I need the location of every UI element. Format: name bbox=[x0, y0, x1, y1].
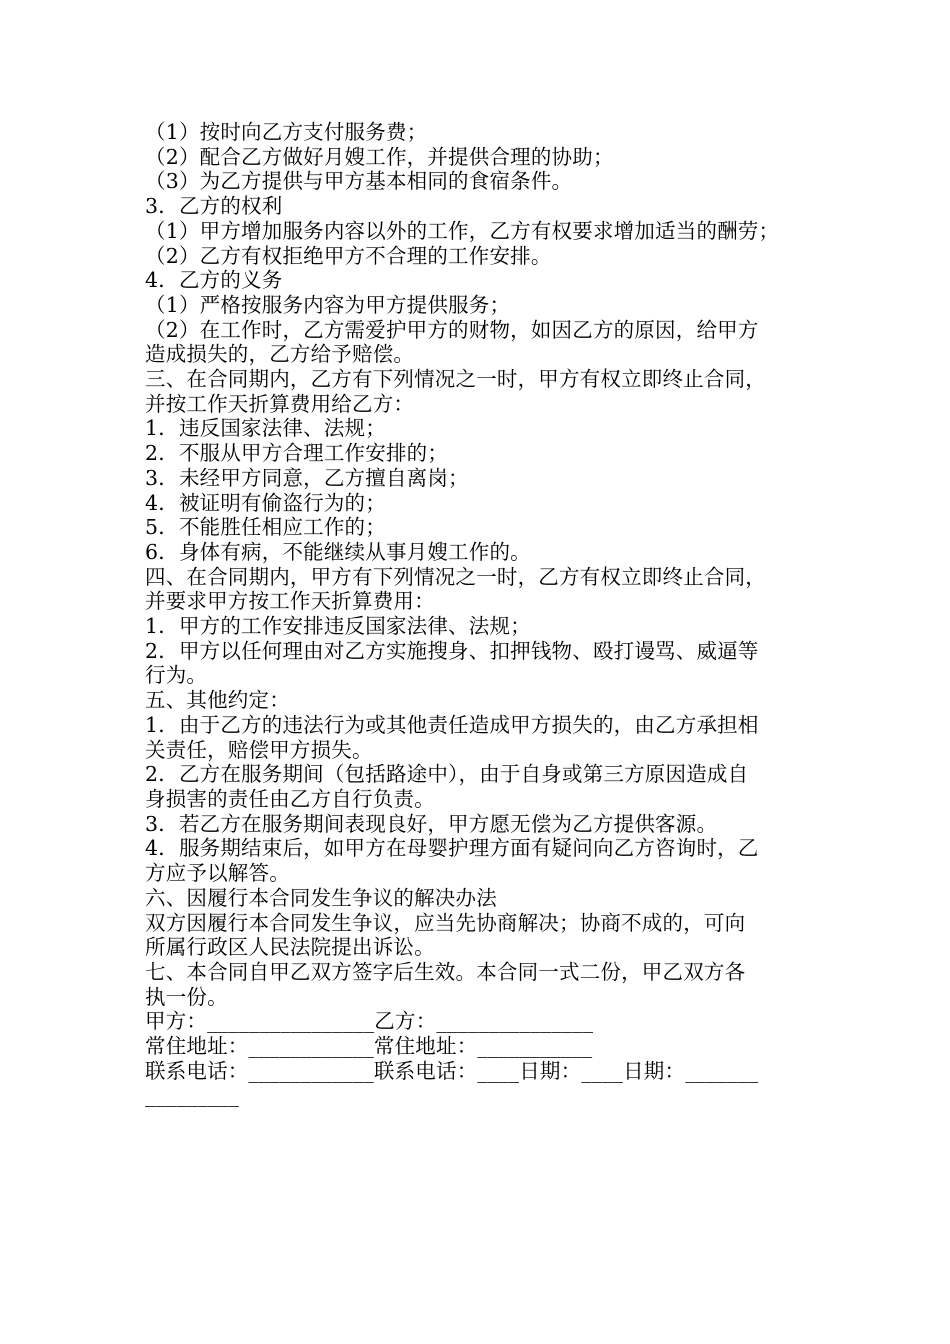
text-line: 6．身体有病，不能继续从事月嫂工作的。 bbox=[145, 539, 531, 564]
text-line: （1）按时向乙方支付服务费； bbox=[145, 120, 428, 144]
text-line: （1）甲方增加服务内容以外的工作，乙方有权要求增加适当的酬劳； bbox=[145, 218, 780, 243]
text-line: 双方因履行本合同发生争议，应当先协商解决；协商不成的，可向 bbox=[145, 910, 746, 935]
text-line: （3）为乙方提供与甲方基本相同的食宿条件。 bbox=[145, 169, 573, 194]
text-line: 身损害的责任由乙方自行负责。 bbox=[145, 786, 435, 811]
section-heading: 3．乙方的权利 bbox=[145, 194, 283, 219]
text-line: 1．违反国家法律、法规； bbox=[145, 416, 386, 441]
section-heading: 三、在合同期内，乙方有下列情况之一时，甲方有权立即终止合同， bbox=[145, 367, 766, 392]
section-heading: 六、因履行本合同发生争议的解决办法 bbox=[145, 885, 497, 910]
text-line: 所属行政区人民法院提出诉讼。 bbox=[145, 935, 435, 960]
text-line: （1）严格按服务内容为甲方提供服务； bbox=[145, 292, 511, 317]
text-line: （2）在工作时，乙方需爱护甲方的财物，如因乙方的原因，给甲方 bbox=[145, 317, 759, 342]
signature-line-phone-date: 联系电话：____________联系电话：____日期：____日期：_______ bbox=[145, 1058, 759, 1083]
text-line: 并按工作天折算费用给乙方： bbox=[145, 391, 415, 416]
text-line: （2）乙方有权拒绝甲方不合理的工作安排。 bbox=[145, 243, 552, 268]
text-line: 方应予以解答。 bbox=[145, 861, 290, 886]
signature-line-address: 常住地址：____________常住地址：___________ bbox=[145, 1034, 593, 1059]
text-line: 2．不服从甲方合理工作安排的； bbox=[145, 441, 449, 466]
text-line: 行为。 bbox=[145, 663, 208, 688]
text-line: 3．未经甲方同意，乙方擅自离岗； bbox=[145, 465, 469, 490]
text-line: 4．被证明有偷盗行为的； bbox=[145, 490, 386, 515]
text-line: 2．甲方以任何理由对乙方实施搜身、扣押钱物、殴打谩骂、威逼等 bbox=[145, 638, 759, 663]
text-line: 5．不能胜任相应工作的； bbox=[145, 515, 386, 540]
text-line: （2）配合乙方做好月嫂工作，并提供合理的协助； bbox=[145, 144, 614, 169]
section-heading: 七、本合同自甲乙双方签字后生效。本合同一式二份，甲乙双方各 bbox=[145, 959, 746, 984]
signature-line-continuation: _________ bbox=[145, 1083, 240, 1108]
text-line: 1．由于乙方的违法行为或其他责任造成甲方损失的，由乙方承担相 bbox=[145, 712, 759, 737]
text-line: 造成损失的，乙方给予赔偿。 bbox=[145, 342, 415, 367]
signature-line-party: 甲方：________________乙方：_______________ bbox=[145, 1009, 594, 1034]
section-heading: 四、在合同期内，甲方有下列情况之一时，乙方有权立即终止合同， bbox=[145, 564, 766, 589]
text-line: 1．甲方的工作安排违反国家法律、法规； bbox=[145, 614, 531, 639]
section-heading: 4．乙方的义务 bbox=[145, 268, 283, 293]
text-line: 2．乙方在服务期间（包括路途中），由于自身或第三方原因造成自 bbox=[145, 762, 749, 787]
text-line: 4．服务期结束后，如甲方在母婴护理方面有疑问向乙方咨询时，乙 bbox=[145, 836, 759, 861]
section-heading: 五、其他约定： bbox=[145, 688, 290, 713]
contract-page bbox=[145, 120, 825, 1108]
text-line: 3．若乙方在服务期间表现良好，甲方愿无偿为乙方提供客源。 bbox=[145, 811, 718, 836]
text-line: 执一份。 bbox=[145, 984, 228, 1009]
text-line: 并要求甲方按工作天折算费用： bbox=[145, 589, 435, 614]
text-line: 关责任，赔偿甲方损失。 bbox=[145, 737, 373, 762]
